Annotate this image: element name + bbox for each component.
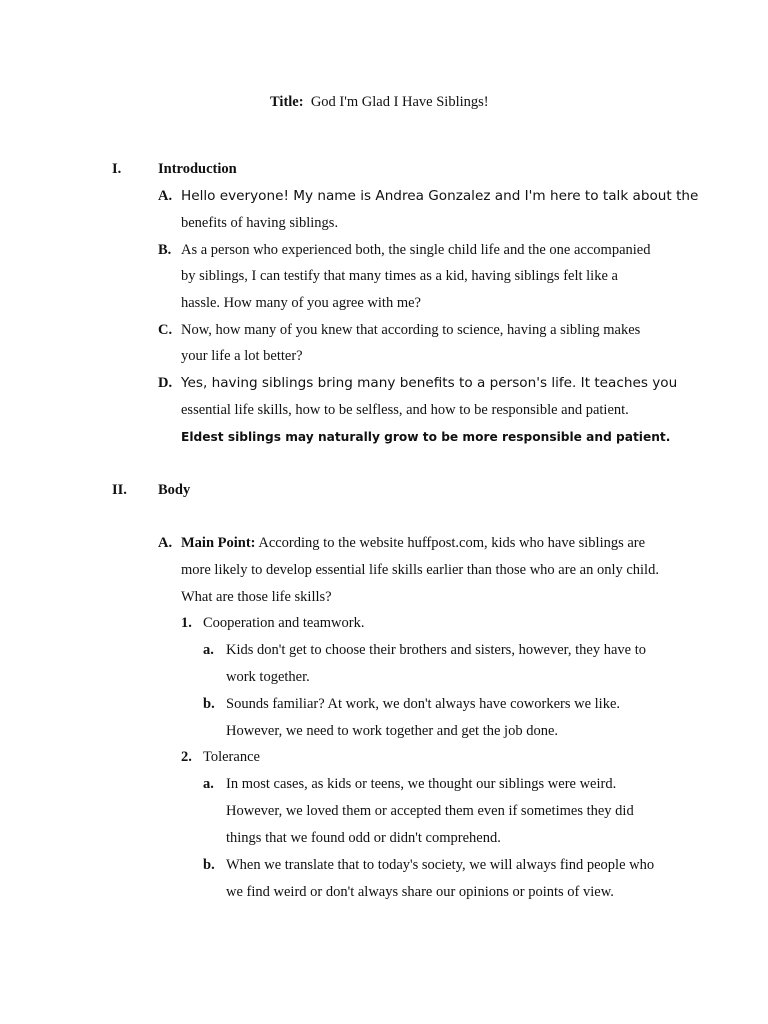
main-point-label: Main Point: bbox=[181, 535, 256, 551]
intro-item-d-line: Yes, having siblings bring many benefits to a person's life. It teaches you bbox=[181, 375, 678, 391]
section-2-heading: Body bbox=[158, 482, 191, 498]
main-point-line bbox=[181, 534, 645, 552]
point-2-text: Tolerance bbox=[203, 749, 260, 765]
point-2-sub-a-marker: a. bbox=[203, 776, 214, 792]
title-text: God I'm Glad I Have Siblings! bbox=[310, 94, 489, 110]
intro-item-a-line: Hello everyone! My name is Andrea Gonzalez and I'm here to talk about the bbox=[181, 188, 699, 204]
point-1-sub-b-marker: b. bbox=[203, 696, 215, 712]
point-2-sub-a-line: things that we found odd or didn't comprehend. bbox=[226, 830, 501, 846]
intro-item-c-marker: C. bbox=[158, 322, 173, 338]
point-1-text: Cooperation and teamwork. bbox=[203, 615, 365, 631]
point-2-sub-a-line: However, we loved them or accepted them even if sometimes they did bbox=[226, 803, 634, 819]
point-1-sub-b-line: However, we need to work together and get the job done. bbox=[226, 723, 559, 739]
intro-item-a-line: benefits of having siblings. bbox=[181, 215, 339, 231]
intro-item-c-line: Now, how many of you knew that according to science, having a sibling makes bbox=[181, 322, 641, 338]
title-label: Title: bbox=[270, 94, 304, 110]
intro-item-d-line: essential life skills, how to be selfless, and how to be responsible and patient. bbox=[181, 402, 629, 418]
point-2-marker: 2. bbox=[181, 749, 192, 765]
intro-item-b-line: by siblings, I can testify that many times as a kid, having siblings felt like a bbox=[181, 268, 618, 284]
intro-item-b-marker: B. bbox=[158, 242, 172, 258]
point-2-sub-a-line: In most cases, as kids or teens, we thought our siblings were weird. bbox=[226, 776, 617, 792]
point-1-sub-b-line: Sounds familiar? At work, we don't always have coworkers we like. bbox=[226, 696, 621, 712]
intro-item-b-line: As a person who experienced both, the single child life and the one accompanied bbox=[181, 242, 651, 258]
section-1-numeral: I. bbox=[112, 161, 122, 177]
main-point-marker: A. bbox=[158, 535, 173, 551]
point-1-sub-a-line: Kids don't get to choose their brothers and sisters, however, they have to bbox=[226, 642, 647, 658]
main-point-line: What are those life skills? bbox=[181, 589, 332, 605]
point-2-sub-b-marker: b. bbox=[203, 857, 215, 873]
point-1-marker: 1. bbox=[181, 615, 192, 631]
point-2-sub-b-line: we find weird or don't always share our opinions or points of view. bbox=[226, 884, 614, 900]
intro-item-c-line: your life a lot better? bbox=[181, 348, 303, 364]
point-1-sub-a-marker: a. bbox=[203, 642, 214, 658]
section-2-numeral: II. bbox=[112, 482, 127, 498]
page-title bbox=[270, 93, 489, 111]
intro-item-a-marker: A. bbox=[158, 188, 173, 204]
point-1-sub-a-line: work together. bbox=[226, 669, 310, 685]
main-point-line: more likely to develop essential life skills earlier than those who are an only child. bbox=[181, 562, 659, 578]
section-1-heading: Introduction bbox=[158, 161, 237, 177]
main-point-text: According to the website huffpost.com, kids who have siblings are bbox=[258, 535, 646, 551]
point-2-sub-b-line: When we translate that to today's society, we will always find people who bbox=[226, 857, 655, 873]
intro-item-b-line: hassle. How many of you agree with me? bbox=[181, 295, 421, 311]
intro-item-d-marker: D. bbox=[158, 375, 173, 391]
intro-item-d-line: Eldest siblings may naturally grow to be more responsible and patient. bbox=[181, 430, 671, 444]
